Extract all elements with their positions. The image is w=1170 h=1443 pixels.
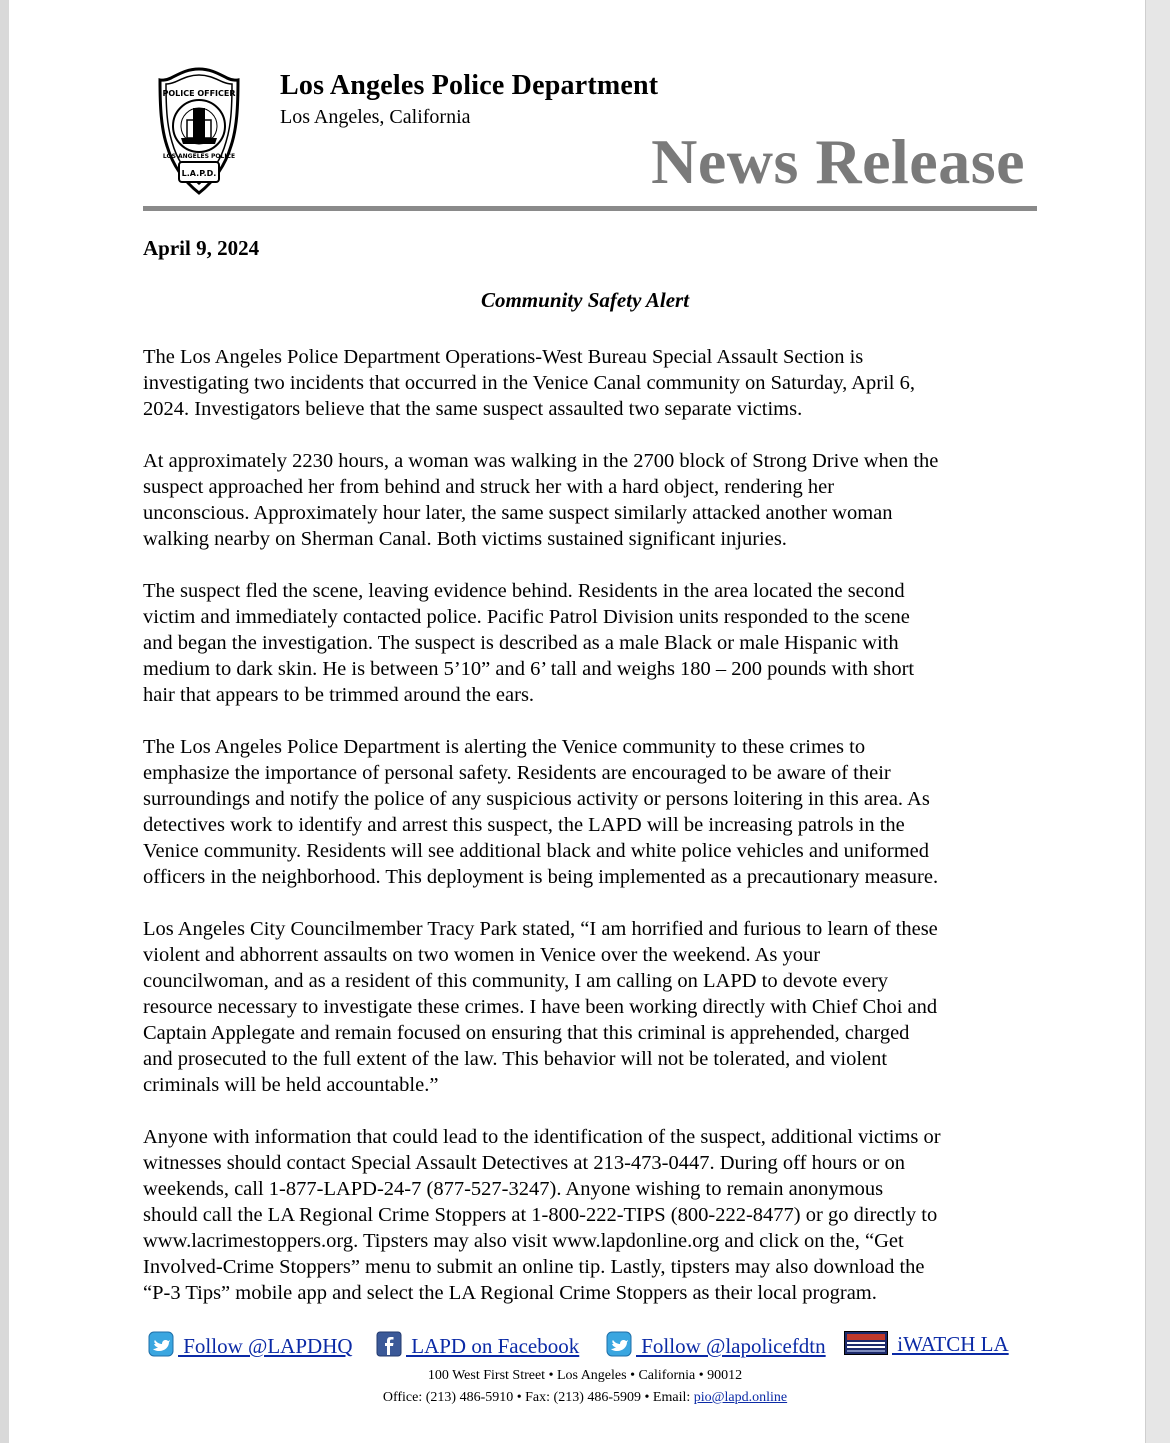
footer-contact-text: Office: (213) 486-5910 • Fax: (213) 486-5909 • Email: [382,1390,694,1405]
body-paragraph: Los Angeles City Councilmember Tracy Park stated, “I am horrified and furious to learn of these violent and abhorrent assaults on two women in Venice over the weekend. As your councilwoman, and as a resident of this community, I am calling on LAPD to devote every resource necessary to investigate these crimes. I have been working directly with Chief Choi and Captain Applegate and remain focused on ensuring that this criminal is apprehended, charged and prosecuted to the full extent of the law. This behavior will not be tolerated, and violent criminals will be held accountable.” [143,918,938,1096]
twitter-icon [606,1331,632,1357]
facebook-icon [376,1331,402,1357]
svg-text:POLICE OFFICER: POLICE OFFICER [162,89,236,98]
page-edge-right [1146,0,1170,1443]
lapd-badge-logo [157,66,241,196]
header-divider [143,206,1037,211]
follow-lapolicefdtn-label: Follow @lapolicefdtn [636,1334,826,1358]
release-title: Community Safety Alert [480,288,690,312]
org-name: Los Angeles Police Department [280,70,659,101]
follow-lapdhq-label: Follow @LAPDHQ [178,1334,353,1358]
org-city: Los Angeles, California [280,106,471,128]
follow-lapdhq-link[interactable] [148,1331,353,1359]
iwatch-icon [844,1331,888,1355]
email-link[interactable]: pio@lapd.online [693,1390,788,1405]
body-paragraph: At approximately 2230 hours, a woman was walking in the 2700 block of Strong Drive when the suspect approached her from behind and struck her with a hard object, rendering her unconscious. Approximately hour later, the same suspect similarly attacked another woman walking nearby on Sherman Canal. Both victims sustained significant injuries. [143,450,939,550]
lapd-facebook-label: LAPD on Facebook [406,1334,580,1358]
body-paragraph: The Los Angeles Police Department Operations-West Bureau Special Assault Section is investigating two incidents that occurred in the Venice Canal community on Saturday, April 6, 2024. Investigators believe that the same suspect assaulted two separate victims. [143,346,916,420]
iwatch-la-label: iWATCH LA [892,1332,1009,1356]
footer-contact [0,1390,1170,1406]
body-paragraph: Anyone with information that could lead to the identification of the suspect, additional victims or witnesses should contact Special Assault Detectives at 213-473-0447. During off hours or on weekends, call 1-877-LAPD-24-7 (877-527-3247). Anyone wishing to remain anonymous should call the LA Regional Crime Stoppers at 1-800-222-TIPS (800-222-8477) or go directly to www.lacrimestoppers.org. Tipsters may also visit www.lapdonline.org and click on the, “Get Involved-Crime Stoppers” menu to submit an online tip. Lastly, tipsters may also download the “P-3 Tips” mobile app and select the LA Regional Crime Stoppers as their local program. [143,1126,941,1304]
twitter-icon [148,1331,174,1357]
release-date: April 9, 2024 [143,236,260,260]
follow-lapolicefdtn-link[interactable] [606,1331,826,1359]
release-body [143,344,1033,1332]
body-paragraph: The suspect fled the scene, leaving evidence behind. Residents in the area located the second victim and immediately contacted police. Pacific Patrol Division units responded to the scene and began the investigation. The suspect is described as a male Black or male Hispanic with medium to dark skin. He is between 5’10” and 6’ tall and weighs 180 – 200 pounds with short hair that appears to be trimmed around the ears. [143,580,915,706]
page-edge-left [0,0,9,1443]
body-paragraph: The Los Angeles Police Department is alerting the Venice community to these crimes to emphasize the importance of personal safety. Residents are encouraged to be aware of their surroundings and notify the police of any suspicious activity or persons loitering in this area. As detectives work to identify and arrest this suspect, the LAPD will be increasing patrols in the Venice community. Residents will see additional black and white police vehicles and uniformed officers in the neighborhood. This deployment is being implemented as a precautionary measure. [143,736,939,888]
iwatch-la-link[interactable] [844,1331,1009,1357]
svg-text:L.A.P.D.: L.A.P.D. [181,169,217,178]
footer-address: 100 West First Street • Los Angeles • California • 90012 [427,1368,743,1383]
svg-text:LOS ANGELES POLICE: LOS ANGELES POLICE [162,153,236,160]
doc-type-heading: News Release [651,126,1025,197]
social-links [148,1331,1028,1365]
lapd-facebook-link[interactable] [376,1331,579,1359]
